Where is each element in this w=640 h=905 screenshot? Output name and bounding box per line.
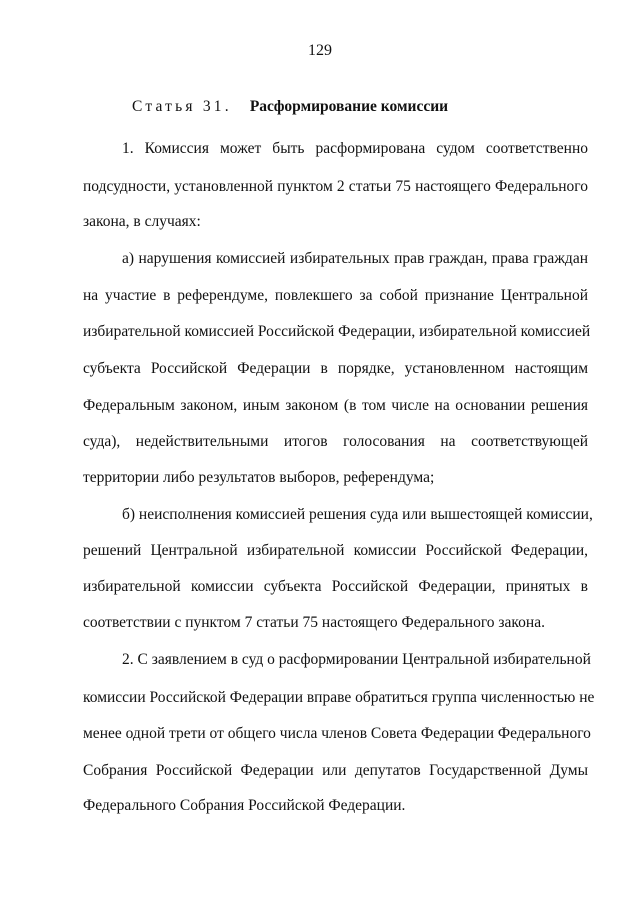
paragraph-2-line-2: комиссии Российской Федерации вправе обратиться группа численностью не [83, 689, 595, 706]
page-number: 129 [308, 42, 332, 59]
subitem-b-line-4: соответствии с пунктом 7 статьи 75 настоящего Федерального закона. [83, 614, 545, 631]
subitem-a-line-2: на участие в референдуме, повлекшего за собой признание Центральной [83, 287, 588, 304]
subitem-b-line-2: решений Центральной избирательной комиссии Российской Федерации, [83, 542, 588, 559]
paragraph-1-line-3: закона, в случаях: [83, 213, 201, 230]
subitem-b-line-3: избирательной комиссии субъекта Российской Федерации, принятых в [83, 578, 588, 595]
article-heading [132, 98, 448, 116]
paragraph-1-line-2: подсудности, установленной пунктом 2 статьи 75 настоящего Федерального [83, 178, 588, 195]
paragraph-2-line-5: Федерального Собрания Российской Федерации. [83, 797, 406, 814]
subitem-a-line-5: Федеральным законом, иным законом (в том числе на основании решения [83, 397, 588, 414]
paragraph-1-line-1: 1. Комиссия может быть расформирована судом соответственно [122, 140, 588, 157]
subitem-b-line-1: б) неисполнения комиссией решения суда или вышестоящей комиссии, [122, 506, 593, 523]
paragraph-2-line-1: 2. С заявлением в суд о расформировании Центральной избирательной [122, 651, 591, 668]
paragraph-2-line-4: Собрания Российской Федерации или депутатов Государственной Думы [83, 762, 588, 779]
subitem-a-line-6: суда), недействительными итогов голосования на соответствующей [83, 433, 588, 450]
article-title: Расформирование комиссии [249, 98, 449, 115]
paragraph-2-line-3: менее одной трети от общего числа членов Совета Федерации Федерального [83, 725, 591, 742]
subitem-a-line-3: избирательной комиссией Российской Федерации, избирательной комиссией [83, 323, 591, 340]
article-label: Статья 31. [132, 98, 232, 115]
subitem-a-line-4: субъекта Российской Федерации в порядке, установленном настоящим [83, 360, 588, 377]
subitem-a-line-1: а) нарушения комиссией избирательных прав граждан, права граждан [122, 250, 588, 267]
subitem-a-line-7: территории либо результатов выборов, референдума; [83, 469, 435, 486]
